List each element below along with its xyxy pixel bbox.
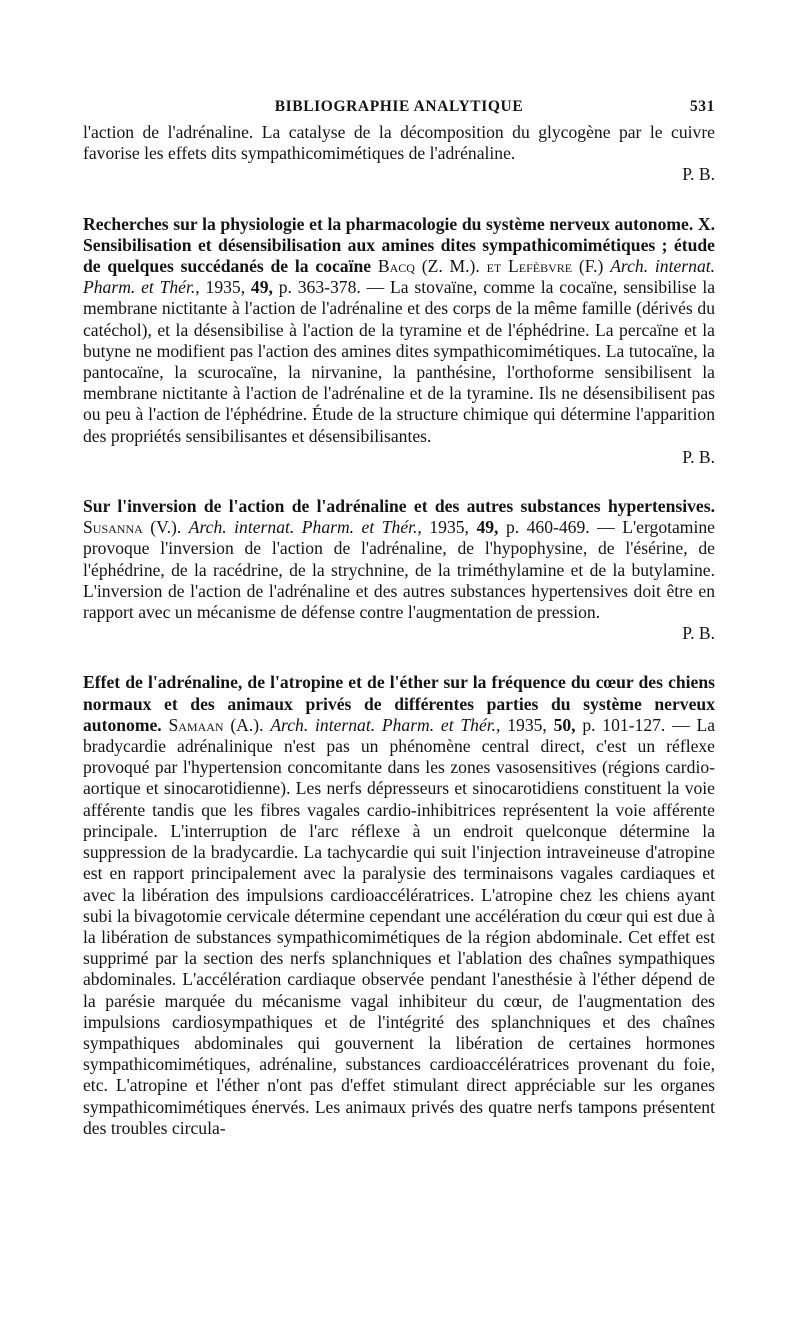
entry-authors: Susanna (V.).	[83, 517, 182, 538]
continuation-paragraph	[83, 122, 715, 186]
page-header	[83, 98, 715, 122]
entry-initials: P. B.	[682, 446, 715, 467]
document-page	[83, 98, 715, 1139]
entry-pages: p. 460-469. —	[505, 517, 615, 538]
entry-journal: Arch. internat. Pharm. et Thér.,	[270, 714, 501, 735]
entry-title: Effet de l'adrénaline, de l'atropine et de l'éther sur la fréquence du cœur des chiens normaux et des animaux privés de différentes parties du système nerveux autonome.	[83, 672, 715, 735]
entry-title: Recherches sur la physiologie et la pharmacologie du système nerveux autonome. X. Sensibilisation et désensibilisation aux amines dites sympathicomimétiques ; étude de quelques succédanés de la cocaïne	[83, 213, 715, 277]
entry-journal: Arch. internat. Pharm. et Thér.,	[188, 517, 422, 538]
entry-authors: Bacq (Z. M.). et Lefèbvre (F.)	[377, 256, 604, 277]
running-title: BIBLIOGRAPHIE ANALYTIQUE	[274, 98, 524, 115]
entry-initials: P. B.	[682, 623, 715, 644]
bibliography-entry	[83, 672, 715, 1138]
entry-title: Sur l'inversion de l'action de l'adrénaline et des autres substances hypertensives.	[83, 496, 715, 517]
continuation-initials: P. B.	[682, 164, 715, 185]
entry-journal: Arch. internat. Pharm. et Thér.	[83, 256, 716, 298]
entry-volume: 49,	[476, 517, 499, 538]
entry-year: 1935,	[205, 277, 246, 298]
entry-year: 1935,	[429, 517, 469, 538]
entry-abstract: La stovaïne, comme la cocaïne, sensibilise la membrane nictitante à l'action de l'adrénaline et des corps de la même famille (dérivés du catéchol), et la désensibilise à l'action de la tyramine et de l'éphédrine. La percaïne et la butyne ne modifient pas l'action des amines dites sympathicomimétiques. La tutocaïne, la pantocaïne, la scurocaïne, la nirvanine, la panthésine, l'orthoforme sensibilisent la membrane nictitante à l'action de l'adrénaline et de la tyramine. Ils ne désensibilisent pas ou peu à l'action de l'éphédrine. Étude de la structure chimique qui détermine l'apparition des propriétés sensibilisantes et désensibilisantes.	[83, 277, 716, 446]
bibliography-entry: Recherches sur la physiologie et la pharmacologie du système nerveux autonome. X. Sensibilisation et désensibilisation aux amines dites sympathicomimétiques ; étude de quelques succédanés de la cocaïne Bacq (Z. M.). et Lefèbvre (F.) Arch. internat. Pharm. et Thér., 1935, 49, p. 363-378. — La stovaïne, comme la cocaïne, sensibilise la membrane nictitante à l'action de l'adrénaline et des corps de la même famille (dérivés du catéchol), et la désensibilise à l'action de la tyramine et de l'éphédrine. La percaïne et la butyne ne modifient pas l'action des amines dites sympathicomimétiques. La tutocaïne, la pantocaïne, la scurocaïne, la nirvanine, la panthésine, l'orthoforme sensibilisent la membrane nictitante à l'action de l'adrénaline et de la tyramine. Ils ne désensibilisent pas ou peu à l'action de l'éphédrine. Étude de la structure chimique qui détermine l'apparition des propriétés sensibilisantes et désensibilisantes. P. B.	[83, 213, 716, 467]
page-number: 531	[689, 98, 715, 115]
entry-pages: p. 363-378. —	[278, 277, 385, 298]
entry-authors: Samaan (A.).	[168, 714, 264, 735]
entry-year: 1935,	[507, 714, 547, 735]
entry-abstract: L'ergotamine provoque l'inversion de l'action de l'adrénaline, de l'hypophysine, de l'ésérine, de l'éphédrine, de la racédrine, de la strychnine, de la triméthylamine et de la butylamine. L'inversion de l'action de l'adrénaline et des autres substances hypertensives doit être en rapport avec un mécanisme de défense contre l'augmentation de pression.	[83, 517, 715, 623]
entry-volume: 49,	[250, 277, 273, 298]
entry-pages: p. 101-127. —	[582, 714, 690, 735]
bibliography-entry	[83, 496, 715, 644]
continuation-text: l'action de l'adrénaline. La catalyse de la décomposition du glycogène par le cuivre favorise les effets dits sympathicomimétiques de l'adrénaline.	[83, 122, 715, 164]
entry-abstract: La bradycardie adrénalinique n'est pas un phénomène central direct, c'est un réflexe provoqué par l'hypertension concomitante dans les zones vasosensitives (régions cardio-aortique et sinocarotidienne). Les nerfs dépresseurs et sinocarotidiens constituent la voie afférente tandis que les fibres vagales cardio-inhibitrices représentent la voie afférente principale. L'interruption de l'arc réflexe à un endroit quelconque détermine la suppression de la bradycardie. La tachycardie qui suit l'injection intraveineuse d'atropine est en rapport principalement avec la paralysie des terminaisons vagales cardiaques et avec la libération des impulsions cardioaccélératrices. L'atropine chez les chiens ayant subi la bivagotomie cervicale détermine cependant une accélération du cœur qui est due à la libération de substances sympathicomimétiques de la région abdominale. Cet effet est supprimé par la section des nerfs splanchniques et l'ablation des chaînes sympathiques abdominales. L'accélération cardiaque observée pendant l'anesthésie à l'éther dépend de la parésie marquée du mécanisme vagal inhibiteur du cœur, de l'augmentation des impulsions cardiosympathiques et de l'intégrité des splanchniques et des chaînes sympathiques abdominales qui gouvernent la libération de certaines hormones sympathicomimétiques, adrénaline, substances cardioaccélératrices provenant du foie, etc. L'atropine et l'éther n'ont pas d'effet stimulant direct appréciable sur les organes sympathicomimétiques énervés. Les animaux privés des quatre nerfs tampons présentent des troubles circula-	[83, 714, 716, 1138]
entry-volume: 50,	[553, 714, 576, 735]
